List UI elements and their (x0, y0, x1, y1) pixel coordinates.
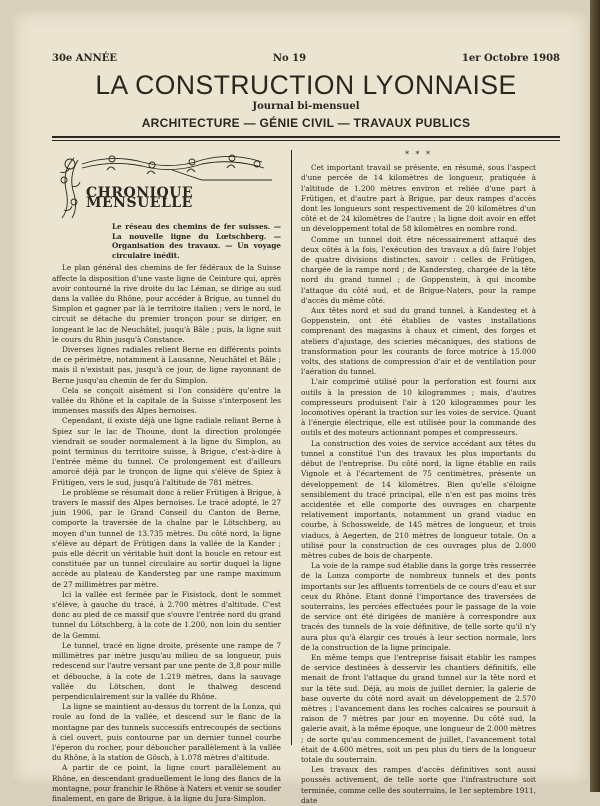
left-column (52, 150, 282, 803)
article-paragraph: Le plan général des chemins de fer fédéraux de la Suisse affecte la disposition d'une vaste ligne de Ceinture qui, après avoir contourné la rive droite du lac Léman, se dirige au sud dans la vallée du Rhône, pour accéder à Brigue, au tunnel du Simplon et gagner par là le territoire italien ; vers le nord, le circuit se détache du premier tronçon pour se diriger, en longeant le lac de Neuchâtel, jusqu'à Bâle ; puis, la ligne suit le cours du Rhin jusqu'à Constance. (52, 263, 281, 344)
book-binding-edge (590, 0, 600, 792)
article-paragraph: Cet important travail se présente, en résumé, sous l'aspect d'une percée de 14 kilomètres de longueur, pratiquée à l'altitude de 1.200 mètres environ et reliée d'une part à Frütigen, et d'autre part à Brigue, par deux rampes d'accès dont les longueurs sont respectivement de 20 kilomètres d'un côté et de 24 kilomètres de l'autre ; la ligne doit avoir en effet un développement total de 58 kilomètres en nombre rond. (301, 163, 536, 234)
article-paragraph: Cela se conçoit aisément si l'on considère qu'entre la vallée du Rhône et la capitale de la Suisse s'interposent les immenses massifs des Alpes bernoises. (52, 385, 281, 416)
article-paragraph: Ici la vallée est fermée par le Fisistock, dont le sommet s'élève, à gauche du tracé, à 2.700 mètres d'altitude. C'est donc au pied de ce massif que s'ouvre l'entrée nord du grand tunnel du Lötschberg, à la cote de 1.200, non loin du sentier de la Gemmi. (52, 589, 281, 640)
masthead-subtitle: Journal bi-mensuel (252, 101, 360, 112)
article-paragraph: La voie de la rampe sud établie dans la gorge très resserrée de la Lonza comporte de nombreux tunnels et des ponts importants sur les affluents torrentiels de ce cours d'eau et sur ceux du Rhône. Etant donné l'importance des traversées de souterrains, les percées effectuées pour le passage de la voie de service ont été dirigées de manière à correspondre aux tracés des tunnels de la voie définitive, de telle sorte qu'il n'y aura plus qu'à élargir ces troués à leur section normale, lors de la construction de la ligne principale. (301, 561, 536, 652)
section-break-stars: * * * (404, 150, 433, 159)
article-paragraph: Cependant, il existe déjà une ligne radiale reliant Berne à Spiez sur le lac de Thoune, dont la direction prolongée viendrait se souder normalement à la ligne du Simplon, au point terminus du territoire suisse, à Brigue, c'est-à-dire à l'entrée même du tunnel. Ce prolongement est d'ailleurs amorcé déjà par le tronçon de ligne qui s'élève de Spiez à Frütigen, vers le sud, jusqu'à l'altitude de 781 mètres. (52, 416, 281, 487)
article-paragraph: Le problème se résumait donc à relier Frütigen à Brigue, à travers le massif des Alpes bernoises. Le tracé adopté, le 27 juin 1906, par le Grand Conseil du Canton de Berne, comporte la traversée de la chaîne par le Lötschberg, au moyen d'un tunnel de 13.735 mètres. Du côté nord, la ligne s'élève au départ de Frütigen dans la vallée de la Kander ; puis elle décrit un véritable huit dont la boucle en retour est constituée par un tunnel circulaire au sortir duquel la ligne accède au plateau de Kandersteg par une rampe maximum de 27 millimètres par mètre. (52, 487, 281, 589)
chronique-summary: Le réseau des chemins de fer suisses. — La nouvelle ligne du Lœtschberg. — Organisation des travaux. — Un voyage circulaire inédit. (112, 222, 281, 260)
issue-number: No 19 (272, 53, 307, 64)
right-column (301, 150, 536, 805)
article-paragraph: Aux têtes nord et sud du grand tunnel, à Kandesteg et à Goppenstein, ont été établies de vastes installations comprenant des magasins à chaux et ciment, des forges et ateliers d'ajustage, des scieries mécaniques, des stations de transformation pour les courants de force motrice à 15.000 volts, des stations de compression d'air et de ventilation pour l'aération du tunnel. (301, 306, 536, 377)
article-paragraph: Comme un tunnel doit être nécessairement attaqué des deux côtés à la fois, l'exécution des travaux a dû faire l'objet de quatre divisions distinctes, savoir : celles de Frütigen, chargée de la rampe nord ; de Kandersteg, chargée de la tête nord du grand tunnel ; de Goppenstein, à qui incombe l'attaque du côté sud, et de Brigue-Naters, pour la rampe d'accès du même côté. (301, 234, 536, 305)
chronique-header (52, 150, 281, 220)
article-paragraph: A partir de ce point, la ligne court parallèlement au Rhône, en descendant graduellement le long des flancs de la montagne, pour franchir le Rhône à Naters et venir se souder finalement, en gare de Brigue, à la ligne du Jura-Simplon. (52, 763, 282, 803)
masthead-rule-thin (52, 140, 560, 141)
article-paragraph: L'air comprimé utilisé pour la perforation est fourni aux outils à la pression de 10 kilogrammes ; mais, d'autres compresseurs produisent l'air à 120 kilogrammes pour les locomotives opérant la traction sur les voies de service. Quant à l'énergie électrique, elle est utilisée pour la commande des outils et des moteurs actionnant pompes et compresseurs. (301, 377, 536, 438)
article-paragraph: En même temps que l'entreprise faisait établir les rampes de service destinées à desservir les chantiers définitifs, elle menait de front l'attaque du grand tunnel sur la tête nord et sur la tête sud. Déjà, au mois de juillet dernier, la galerie de base ouverte du côté nord avait un développement de 2.570 mètres ; l'avancement dans les roches calcaires se poursuit à raison de 7 mètres par jour en moyenne. Du côté sud, la galerie avait, à la même époque, une longueur de 2.000 mètres ; de sorte qu'au commencement de juillet, l'avancement total était de 4.600 mètres, soit un peu plus du tiers de la longueur totale du souterrain. (301, 652, 536, 764)
issue-date: 1er Octobre 1908 (461, 53, 560, 64)
masthead-title: LA CONSTRUCTION LYONNAISE (95, 70, 517, 100)
article-paragraph: Le tunnel, tracé en ligne droite, présente une rampe de 7 millimètres par mètre jusqu'au milieu de sa longueur, puis redescend sur l'autre versant par une pente de 3,8 pour mille et débouche, à la cote de 1.219 mètres, dans la sauvage vallée du Lötschen, dont le thalweg descend perpendiculairement sur la vallée du Rhône. (52, 640, 281, 701)
article-paragraph: Les travaux des rampes d'accès définitives sont aussi poussés activement, de telle sorte que l'infrastructure soit terminée, comme celle des souterrains, le 1er septembre 1911, date (301, 765, 536, 805)
column-divider (291, 150, 292, 745)
masthead-sections: ARCHITECTURE — GÉNIE CIVIL — TRAVAUX PUBLICS (141, 116, 471, 130)
issue-info (52, 53, 560, 64)
chronique-title: CHRONIQUE MENSUELLE (86, 185, 194, 212)
article-paragraph: La ligne se maintient au-dessus du torrent de la Lonza, qui roule au fond de la vallée, et descend sur le flanc de la montagne par des tunnels successifs entrecoupés de sections à ciel ouvert, puis contourne par un dernier tunnel courbe l'éperon du rocher, pour déboucher parallèlement à la vallée du Rhône, à la station de Gösch, à 1.078 mètres d'altitude. (52, 702, 281, 763)
issue-year: 30e ANNÉE (52, 53, 118, 64)
article-paragraph: La construction des voies de service accédant aux têtes du tunnel a constitué l'un des travaux les plus importants du début de l'entreprise. Du côté nord, la ligne établie en rails Vignole et à l'écartement de 75 centimètres, présente un développement de 14 kilomètres. Bien qu'elle s'éloigne sensiblement du tracé principal, elle n'en est pas moins très accidentée et elle comporte des ouvrages en charpente relativement importants, notamment un grand viaduc en courbe, à Schosswelde, de 145 mètres de longueur, et trois viaducs, à Aegerten, de 210 mètres de longueur totale. On a utilisé pour la construction de ces ouvrages plus de 2.000 mètres cubes de bois de charpente. (301, 438, 536, 560)
masthead-rule-thick (52, 136, 560, 138)
article-paragraph: Diverses lignes radiales relient Berne en différents points de ce périmètre, notamment à Lausanne, Neuchâtel et Bâle ; mais il n'existait pas, jusqu'à ce jour, de ligne rayonnant de Berne jusqu'au chemin de fer du Simplon. (52, 345, 281, 385)
